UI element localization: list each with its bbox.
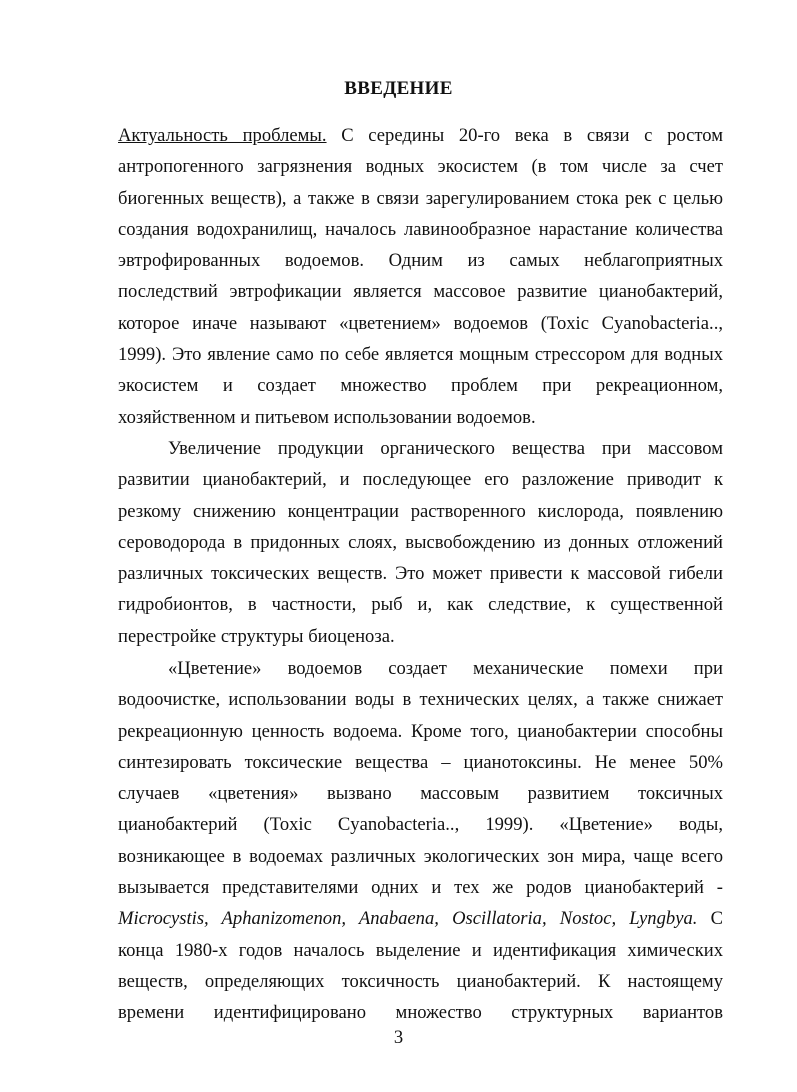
text-line: гидробионтов, в частности, рыб и, как следствие, к существенной <box>118 594 723 616</box>
text-line: создания водохранилищ, началось лавинообразное нарастание количества <box>118 218 723 240</box>
paragraph-bloom <box>118 653 723 1029</box>
text-line: развитии цианобактерий, и последующее его разложение приводит к <box>118 469 723 491</box>
page-number: 3 <box>393 1027 404 1048</box>
text-line: цианобактерий (Toxic Cyanobacteria.., 1999). «Цветение» воды, <box>118 814 723 836</box>
text-line <box>118 903 723 934</box>
text-line: водоочистке, использовании воды в технических целях, а также снижает <box>118 689 723 711</box>
text-line: времени идентифицировано множество структурных вариантов <box>118 1002 723 1024</box>
text-line: сероводорода в придонных слоях, высвобождению из донных отложений <box>118 531 723 553</box>
text-line: возникающее в водоемах различных экологических зон мира, чаще всего <box>118 845 723 867</box>
text-span: С <box>697 908 723 930</box>
text-line: биогенных веществ), а также в связи зарегулированием стока рек с целью <box>118 187 723 209</box>
text-line: синтезировать токсические вещества – цианотоксины. Не менее 50% <box>118 751 723 773</box>
paragraph-consequences <box>118 433 723 652</box>
page-title: ВВЕДЕНИЕ <box>344 78 453 99</box>
paragraph-relevance <box>118 120 723 433</box>
text-span: С середины 20-го века в связи с ростом <box>326 125 723 146</box>
text-line: вызывается представителями одних и тех же родов цианобактерий - <box>118 877 723 899</box>
text-line: случаев «цветения» вызвано массовым развитием токсичных <box>118 783 723 805</box>
text-line: 1999). Это явление само по себе является мощным стрессором для водных <box>118 344 723 366</box>
text-line: хозяйственном и питьевом использовании водоемов. <box>118 406 536 428</box>
text-line: перестройке структуры биоценоза. <box>118 625 395 647</box>
section-lead-heading: Актуальность проблемы. <box>118 125 327 146</box>
text-line: Увеличение продукции органического вещества при массовом <box>168 438 723 459</box>
text-line: рекреационную ценность водоема. Кроме того, цианобактерии способны <box>118 720 723 742</box>
text-line: антропогенного загрязнения водных экосистем (в том числе за счет <box>118 156 723 178</box>
text-line <box>118 120 723 151</box>
text-line: веществ, определяющих токсичность цианобактерий. К настоящему <box>118 970 723 992</box>
text-line: эвтрофированных водоемов. Одним из самых неблагоприятных <box>118 250 723 272</box>
genera-list: Microcystis, Aphanizomenon, Anabaena, Oscillatoria, Nostoc, Lyngbya. <box>118 908 698 930</box>
text-line: конца 1980-х годов началось выделение и идентификация химических <box>118 939 723 961</box>
text-line: экосистем и создает множество проблем при рекреационном, <box>118 375 723 397</box>
text-line: «Цветение» водоемов создает механические помехи при <box>168 658 723 679</box>
text-line: которое иначе называют «цветением» водоемов (Toxic Cyanobacteria.., <box>118 312 723 334</box>
text-line: резкому снижению концентрации растворенного кислорода, появлению <box>118 500 723 522</box>
text-line: последствий эвтрофикации является массовое развитие цианобактерий, <box>118 281 723 303</box>
text-line: различных токсических веществ. Это может привести к массовой гибели <box>118 563 723 585</box>
